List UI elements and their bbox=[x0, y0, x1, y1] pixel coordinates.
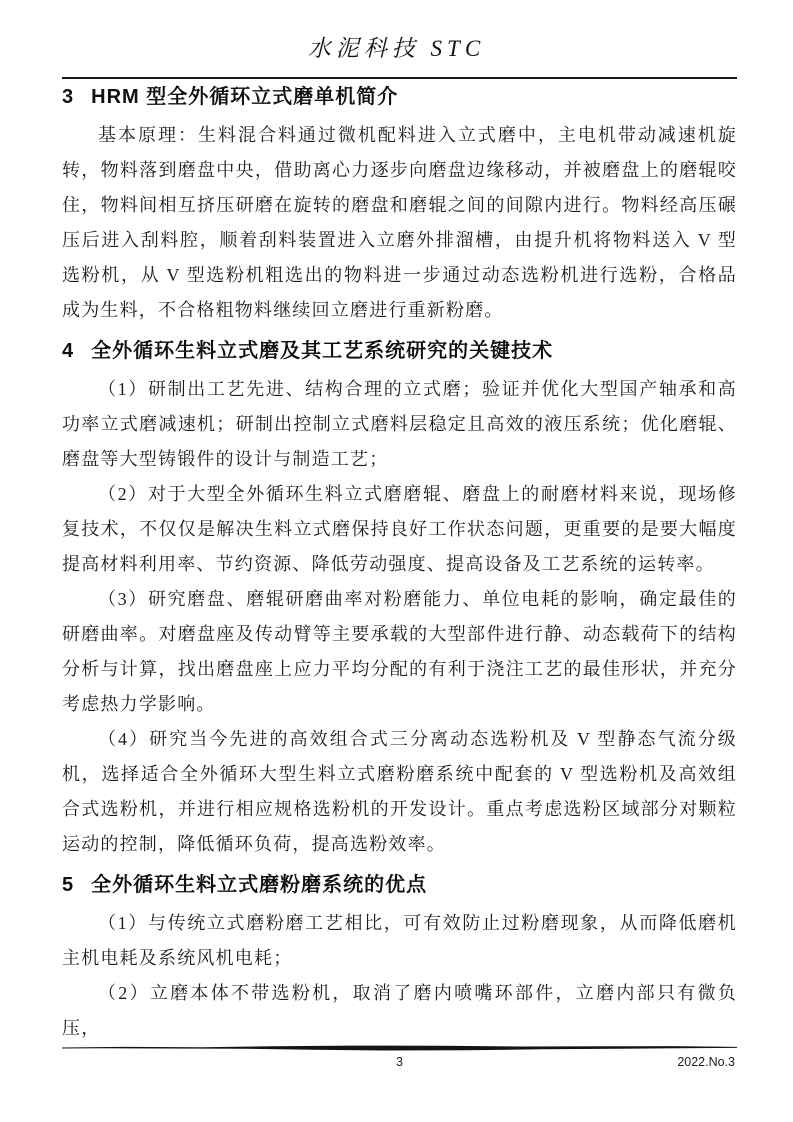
section-number: 4 bbox=[62, 340, 75, 362]
section-title: 全外循环生料立式磨粉磨系统的优点 bbox=[91, 874, 428, 896]
footer-rule bbox=[62, 1044, 737, 1052]
section-number: 5 bbox=[62, 874, 75, 896]
footer-row bbox=[62, 1052, 737, 1074]
issue-number: 2022.No.3 bbox=[677, 1055, 735, 1069]
section-3-heading bbox=[62, 82, 737, 112]
page-footer bbox=[62, 1044, 737, 1074]
document-content bbox=[62, 82, 737, 1046]
paragraph: （2）立磨本体不带选粉机，取消了磨内喷嘴环部件，立磨内部只有微负压， bbox=[62, 983, 737, 1038]
paragraph: （2）对于大型全外循环生料立式磨磨辊、磨盘上的耐磨材料来说，现场修复技术，不仅仅是解决生料立式磨保持良好工作状态问题，更重要的是要大幅度提高材料利用率、节约资源、降低劳动强度、提高设备及工艺系统的运转率。 bbox=[62, 484, 737, 574]
section-number: 3 bbox=[62, 86, 75, 108]
paragraph: （3）研究磨盘、磨辊研磨曲率对粉磨能力、单位电耗的影响，确定最佳的研磨曲率。对磨盘座及传动臂等主要承载的大型部件进行静、动态载荷下的结构分析与计算，找出磨盘座上应力平均分配的有利于浇注工艺的最佳形状，并充分考虑热力学影响。 bbox=[62, 589, 737, 714]
section-4-heading bbox=[62, 336, 737, 366]
section-5-heading bbox=[62, 870, 737, 900]
paragraph: （1）与传统立式磨粉磨工艺相比，可有效防止过粉磨现象，从而降低磨机主机电耗及系统风机电耗； bbox=[62, 913, 737, 968]
section-title: 全外循环生料立式磨及其工艺系统研究的关键技术 bbox=[91, 340, 554, 362]
journal-title: 水泥科技 STC bbox=[307, 36, 486, 61]
section-title: HRM 型全外循环立式磨单机简介 bbox=[91, 86, 399, 108]
header-rule bbox=[62, 77, 737, 79]
paragraph: 基本原理：生料混合料通过微机配料进入立式磨中，主电机带动减速机旋转，物料落到磨盘中央，借助离心力逐步向磨盘边缘移动，并被磨盘上的磨辊咬住，物料间相互挤压研磨在旋转的磨盘和磨辊之间的间隙内进行。物料经高压碾压后进入刮料腔，顺着刮料装置进入立磨外排溜槽，由提升机将物料送入 V 型选粉机，从 V 型选粉机粗选出的物料进一步通过动态选粉机进行选粉，合格品成为生料，不合格粗物料继续回立磨进行重新粉磨。 bbox=[62, 125, 737, 320]
page-number: 3 bbox=[396, 1055, 403, 1069]
paragraph: （4）研究当今先进的高效组合式三分离动态选粉机及 V 型静态气流分级机，选择适合全外循环大型生料立式磨粉磨系统中配套的 V 型选粉机及高效组合式选粉机，并进行相应规格选粉机的开发设计。重点考虑选粉区域部分对颗粒运动的控制，降低循环负荷，提高选粉效率。 bbox=[62, 729, 737, 854]
paragraph: （1）研制出工艺先进、结构合理的立式磨；验证并优化大型国产轴承和高功率立式磨减速机；研制出控制立式磨料层稳定且高效的液压系统；优化磨辊、磨盘等大型铸锻件的设计与制造工艺； bbox=[62, 379, 737, 469]
